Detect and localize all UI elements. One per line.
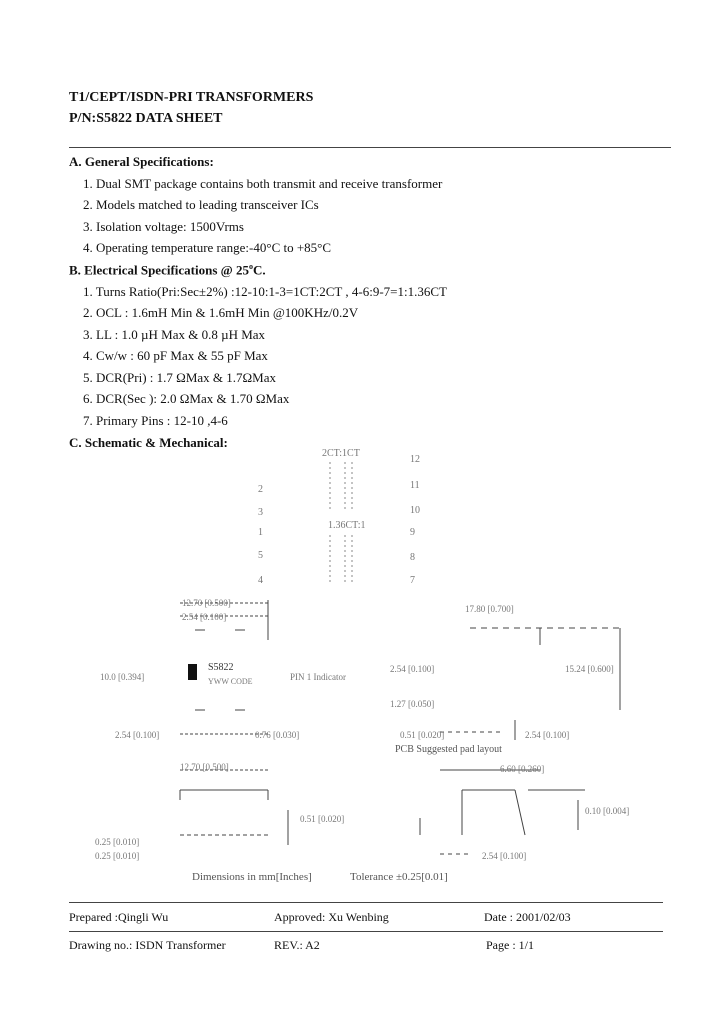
dim-label: 0.76 [0.030]	[255, 730, 300, 740]
side-views	[180, 770, 585, 854]
pin-label-right: 7	[410, 575, 415, 586]
dim-label: 12.70 [0.500]	[180, 762, 229, 772]
electrical-item: 4. Cw/w : 60 pF Max & 55 pF Max	[83, 348, 268, 363]
footer-rule-2	[69, 931, 663, 932]
dim-label: 2.54 [0.100]	[182, 612, 227, 622]
pcb-pad-layout	[440, 628, 620, 740]
dim-label: 0.25 [0.010]	[95, 851, 140, 861]
electrical-item: 5. DCR(Pri) : 1.7 ΩMax & 1.7ΩMax	[83, 370, 277, 385]
dim-label: 0.51 [0.020]	[300, 814, 345, 824]
electrical-item: 3. LL : 1.0 µH Max & 0.8 µH Max	[83, 327, 266, 342]
part-marking: S5822	[208, 662, 234, 673]
ratio-top-label: 2CT:1CT	[322, 448, 360, 459]
dim-label: 0.10 [0.004]	[585, 806, 630, 816]
revision: REV.: A2	[274, 938, 320, 952]
schematic-drawing	[0, 440, 720, 890]
pin-label-right: 12	[410, 454, 420, 465]
pin-label-left: 1	[258, 527, 263, 538]
prepared-by: Prepared :Qingli Wu	[69, 910, 169, 924]
dim-label: 6.60 [0.260]	[500, 764, 545, 774]
electrical-item: 1. Turns Ratio(Pri:Sec±2%) :12-10:1-3=1CT:2CT , 4-6:9-7=1:1.36CT	[83, 284, 447, 299]
general-item: 3. Isolation voltage: 1500Vrms	[83, 219, 244, 234]
general-heading: A. General Specifications:	[69, 154, 214, 169]
schematic-heading: C. Schematic & Mechanical:	[69, 435, 228, 450]
doc-date: Date : 2001/02/03	[484, 910, 571, 924]
pin1-label: PIN 1 Indicator	[290, 672, 346, 682]
electrical-heading: B. Electrical Specifications @ 25$^o$C.	[69, 262, 266, 278]
pin-label-right: 11	[410, 480, 420, 491]
pcb-dims	[390, 604, 614, 755]
doc-subtitle: P/N:S5822 DATA SHEET	[69, 111, 223, 126]
units-note: Dimensions in mm[Inches]	[192, 871, 312, 883]
top-view-dims	[100, 598, 346, 740]
pin-label-left: 5	[258, 550, 263, 561]
pin-label-right: 8	[410, 552, 415, 563]
header-rule	[69, 147, 671, 148]
dim-label: 0.51 [0.020]	[400, 730, 445, 740]
drawing-number: Drawing no.: ISDN Transformer	[69, 938, 226, 952]
dim-label: 10.0 [0.394]	[100, 672, 145, 682]
dim-label: 17.80 [0.700]	[465, 604, 514, 614]
pin-label-left: 2	[258, 484, 263, 495]
general-item: 1. Dual SMT package contains both transmit and receive transformer	[83, 176, 443, 191]
dim-label: 2.54 [0.100]	[390, 664, 435, 674]
electrical-item: 2. OCL : 1.6mH Min & 1.6mH Min @100KHz/0.2V	[83, 305, 359, 320]
page-number: Page : 1/1	[486, 938, 534, 952]
part-marking-sub: YWW CODE	[208, 677, 253, 686]
approved-by: Approved: Xu Wenbing	[274, 910, 389, 924]
dim-label: 2.54 [0.100]	[115, 730, 160, 740]
general-item: 4. Operating temperature range:-40°C to +85°C	[83, 240, 332, 255]
dim-label: 1.27 [0.050]	[390, 699, 435, 709]
dim-label: 2.54 [0.100]	[525, 730, 570, 740]
dim-label: 0.25 [0.010]	[95, 837, 140, 847]
pcb-caption: PCB Suggested pad layout	[395, 744, 502, 755]
general-item: 2. Models matched to leading transceiver ICs	[83, 197, 319, 212]
pin-label-left: 4	[258, 575, 263, 586]
pin-label-left: 3	[258, 507, 263, 518]
pin1-indicator-mark	[188, 664, 197, 680]
ratio-bottom-label: 1.36CT:1	[328, 520, 366, 531]
footer-rule	[69, 902, 663, 903]
pin-label-right: 9	[410, 527, 415, 538]
electrical-item: 7. Primary Pins : 12-10 ,4-6	[83, 413, 228, 428]
dim-label: 2.54 [0.100]	[482, 851, 527, 861]
electrical-item: 6. DCR(Sec ): 2.0 ΩMax & 1.70 ΩMax	[83, 391, 290, 406]
side-dims	[95, 762, 629, 883]
doc-title: T1/CEPT/ISDN-PRI TRANSFORMERS	[69, 90, 314, 105]
tolerance-note: Tolerance ±0.25[0.01]	[350, 871, 448, 883]
dim-label: 15.24 [0.600]	[565, 664, 614, 674]
dim-label: 12.70 [0.500]	[182, 598, 231, 608]
pin-label-right: 10	[410, 505, 420, 516]
